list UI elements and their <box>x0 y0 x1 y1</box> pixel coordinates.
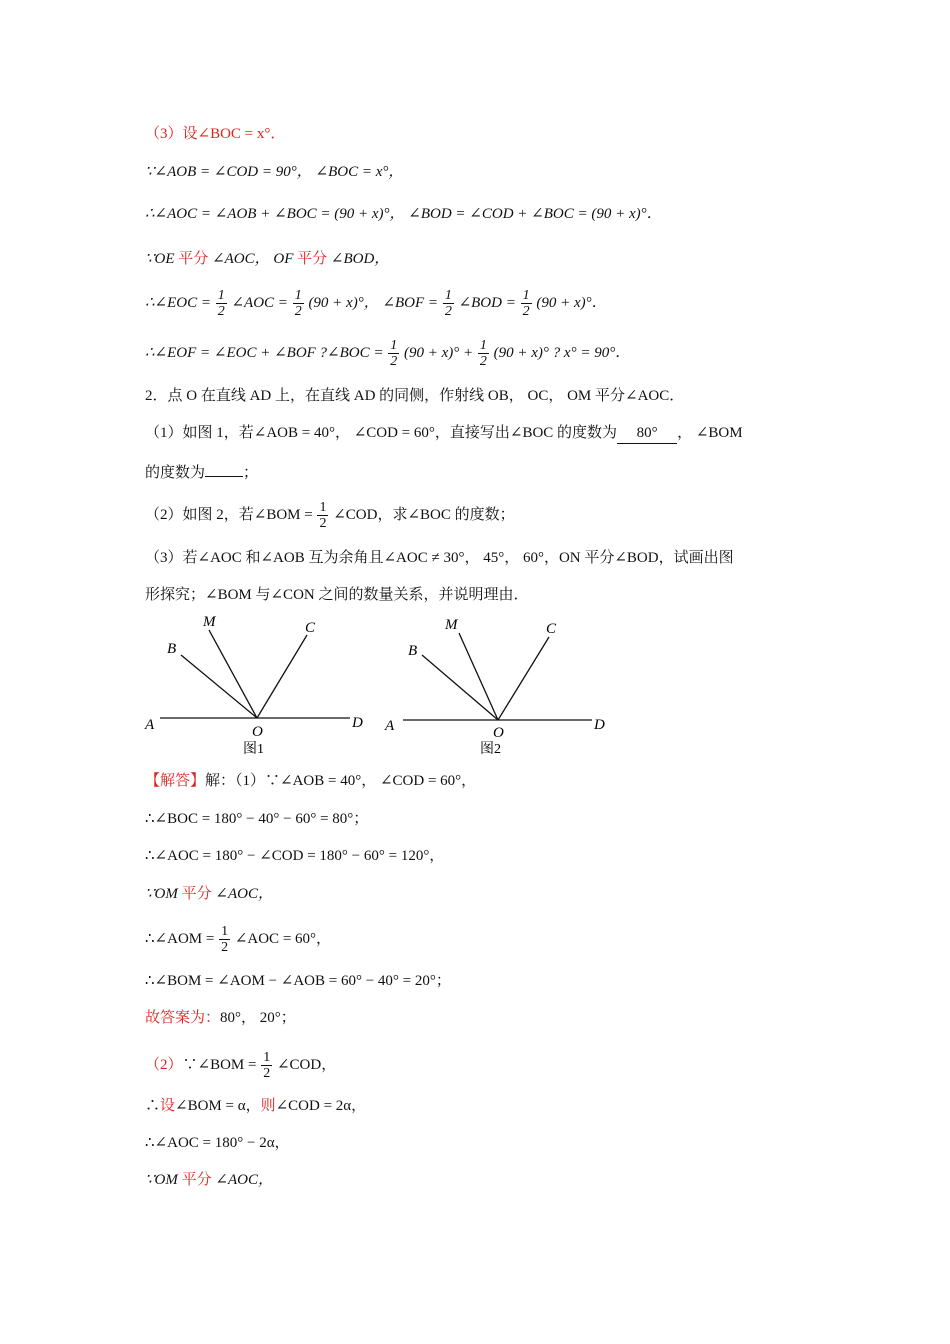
q2-stem: 2．点 O 在直线 AD 上，在直线 AD 的同侧，作射线 OB， OC， OM 平分∠AOC． <box>145 388 685 404</box>
text-answers: 80°， 20°； <box>220 1010 296 1026</box>
answer-label: 【解答】 <box>145 773 206 789</box>
text-end: (90 + x)°． <box>536 294 607 311</box>
text-aoc: ∠AOC， <box>211 1172 273 1188</box>
answer-line-1 <box>145 771 476 791</box>
answer-line-2: ∴∠BOC = 180° − 40° − 60° = 80°； <box>145 811 369 827</box>
answer-line-7 <box>145 1008 296 1028</box>
text-oe: ∵OE <box>145 251 179 267</box>
text-eoc: ∴∠EOC = <box>145 294 211 311</box>
answer-line-6: ∴∠BOM = ∠AOM − ∠AOB = 60° − 40° = 20°； <box>145 973 451 989</box>
answer-line-8 <box>145 1050 336 1081</box>
text-answer-is: 故答案为： <box>145 1010 221 1026</box>
ray-ob <box>181 655 257 718</box>
text-bom: ∵∠BOM = <box>182 1056 257 1073</box>
text-bisect: 平分 <box>178 251 209 267</box>
q2-part3: （3）若∠AOC 和∠AOB 互为余角且∠AOC ≠ 30°， 45°， 60°，ON 平分∠BOD，试画出图 <box>145 550 734 566</box>
prev-line-3: ∴∠AOC = ∠AOB + ∠BOC = (90 + x)°， ∠BOD = ∠COD + ∠BOC = (90 + x)°． <box>145 206 662 222</box>
text-end: (90 + x)° ? x° = 90°． <box>493 344 631 361</box>
text-bisect: 平分 <box>297 251 328 267</box>
text-cod-2alpha: ∠COD = 2α， <box>275 1098 367 1114</box>
fraction: $\frac{1}{2}$ <box>294 288 302 319</box>
q2-part1-cont <box>145 460 258 483</box>
text-aoc: ∠AOC， <box>211 886 273 902</box>
text-p1c: 的度数为 <box>145 465 206 481</box>
answer-line-4 <box>145 884 273 904</box>
fraction: $\frac{1}{2}$ <box>522 288 530 319</box>
figure-2-caption: 图2 <box>480 742 501 757</box>
text-aom: ∴∠AOM = <box>145 930 215 947</box>
text-let: 设 <box>160 1098 176 1114</box>
fraction: $\frac{1}{2}$ <box>319 500 327 531</box>
ray-oc <box>498 637 549 720</box>
text-bod: ∠BOD， <box>327 251 390 267</box>
label-m: M <box>203 614 216 630</box>
label-b: B <box>167 641 177 657</box>
label-a: A <box>385 718 395 734</box>
text-bisect: 平分 <box>181 1172 212 1188</box>
text-eof: ∴∠EOF = ∠EOC + ∠BOF ?∠BOC = <box>145 344 384 361</box>
label-d: D <box>352 715 363 731</box>
prev-line-2: ∵∠AOB = ∠COD = 90°， ∠BOC = x°， <box>145 164 404 180</box>
text-om: ∵OM <box>145 886 182 902</box>
ray-om <box>459 633 498 720</box>
text-then: 则 <box>260 1098 276 1114</box>
figure-2 <box>384 617 605 757</box>
answer-line-11 <box>145 1170 273 1190</box>
text-om: ∵OM <box>145 1172 182 1188</box>
answer-line-5 <box>145 924 331 955</box>
text-mid: (90 + x)° + <box>404 344 474 361</box>
answer-blank-bom <box>205 460 243 477</box>
answer-line-9 <box>145 1096 366 1116</box>
text-p1b: ， ∠BOM <box>677 425 743 441</box>
answer-blank-boc: 80° <box>617 423 677 444</box>
label-o: O <box>252 724 263 740</box>
text-p1d: ； <box>243 465 259 481</box>
text-aoc-60: ∠AOC = 60°， <box>234 930 332 947</box>
label-o: O <box>493 725 504 741</box>
answer-line-3: ∴∠AOC = 180° − ∠COD = 180° − 60° = 120°， <box>145 848 445 864</box>
fraction: $\frac{1}{2}$ <box>479 338 487 369</box>
ray-oc <box>257 635 307 718</box>
fraction: $\frac{1}{2}$ <box>221 924 229 955</box>
prev-part3-heading: （3）设∠BOC = x°． <box>145 126 286 142</box>
prev-line-6 <box>145 338 630 369</box>
text-part2: （2） <box>145 1056 183 1073</box>
text-p2b: ∠COD，求∠BOC 的度数； <box>333 506 515 523</box>
label-m: M <box>445 617 458 633</box>
text-aoc-of: ∠AOC， OF <box>208 251 298 267</box>
label-d: D <box>594 717 605 733</box>
fraction: $\frac{1}{2}$ <box>444 288 452 319</box>
q2-part1 <box>145 423 743 444</box>
text-aoc: ∠AOC = <box>231 294 288 311</box>
text-bom-alpha: ∠BOM = α， <box>175 1098 261 1114</box>
fraction: $\frac{1}{2}$ <box>263 1050 271 1081</box>
label-b: B <box>408 643 418 659</box>
text-bof: (90 + x)°， ∠BOF = <box>308 294 439 311</box>
text-therefore: ∴ <box>145 1098 161 1114</box>
answer-line-10: ∴∠AOC = 180° − 2α， <box>145 1135 290 1151</box>
prev-line-4 <box>145 249 389 269</box>
ray-ob <box>422 655 498 720</box>
ray-om <box>209 630 257 718</box>
fraction: $\frac{1}{2}$ <box>390 338 398 369</box>
label-c: C <box>546 621 557 637</box>
text-bisect: 平分 <box>181 886 212 902</box>
figures <box>135 605 625 765</box>
text-a1b: 解：（1）∵∠AOB = 40°， ∠COD = 60°， <box>205 773 477 789</box>
figure-1 <box>144 614 363 757</box>
text-bod: ∠BOD = <box>458 294 516 311</box>
text-cod: ∠COD， <box>276 1056 337 1073</box>
fraction: $\frac{1}{2}$ <box>217 288 225 319</box>
label-a: A <box>145 717 155 733</box>
text-p1a: （1）如图 1，若∠AOB = 40°， ∠COD = 60°，直接写出∠BOC 的度数为 <box>145 425 618 441</box>
prev-line-5 <box>145 288 607 319</box>
text-p2a: （2）如图 2，若∠BOM = <box>145 506 313 523</box>
q2-part2 <box>145 500 515 531</box>
label-c: C <box>305 620 316 636</box>
q2-part3-cont: 形探究；∠BOM 与∠CON 之间的数量关系，并说明理由． <box>145 587 529 603</box>
figure-1-caption: 图1 <box>243 742 264 757</box>
